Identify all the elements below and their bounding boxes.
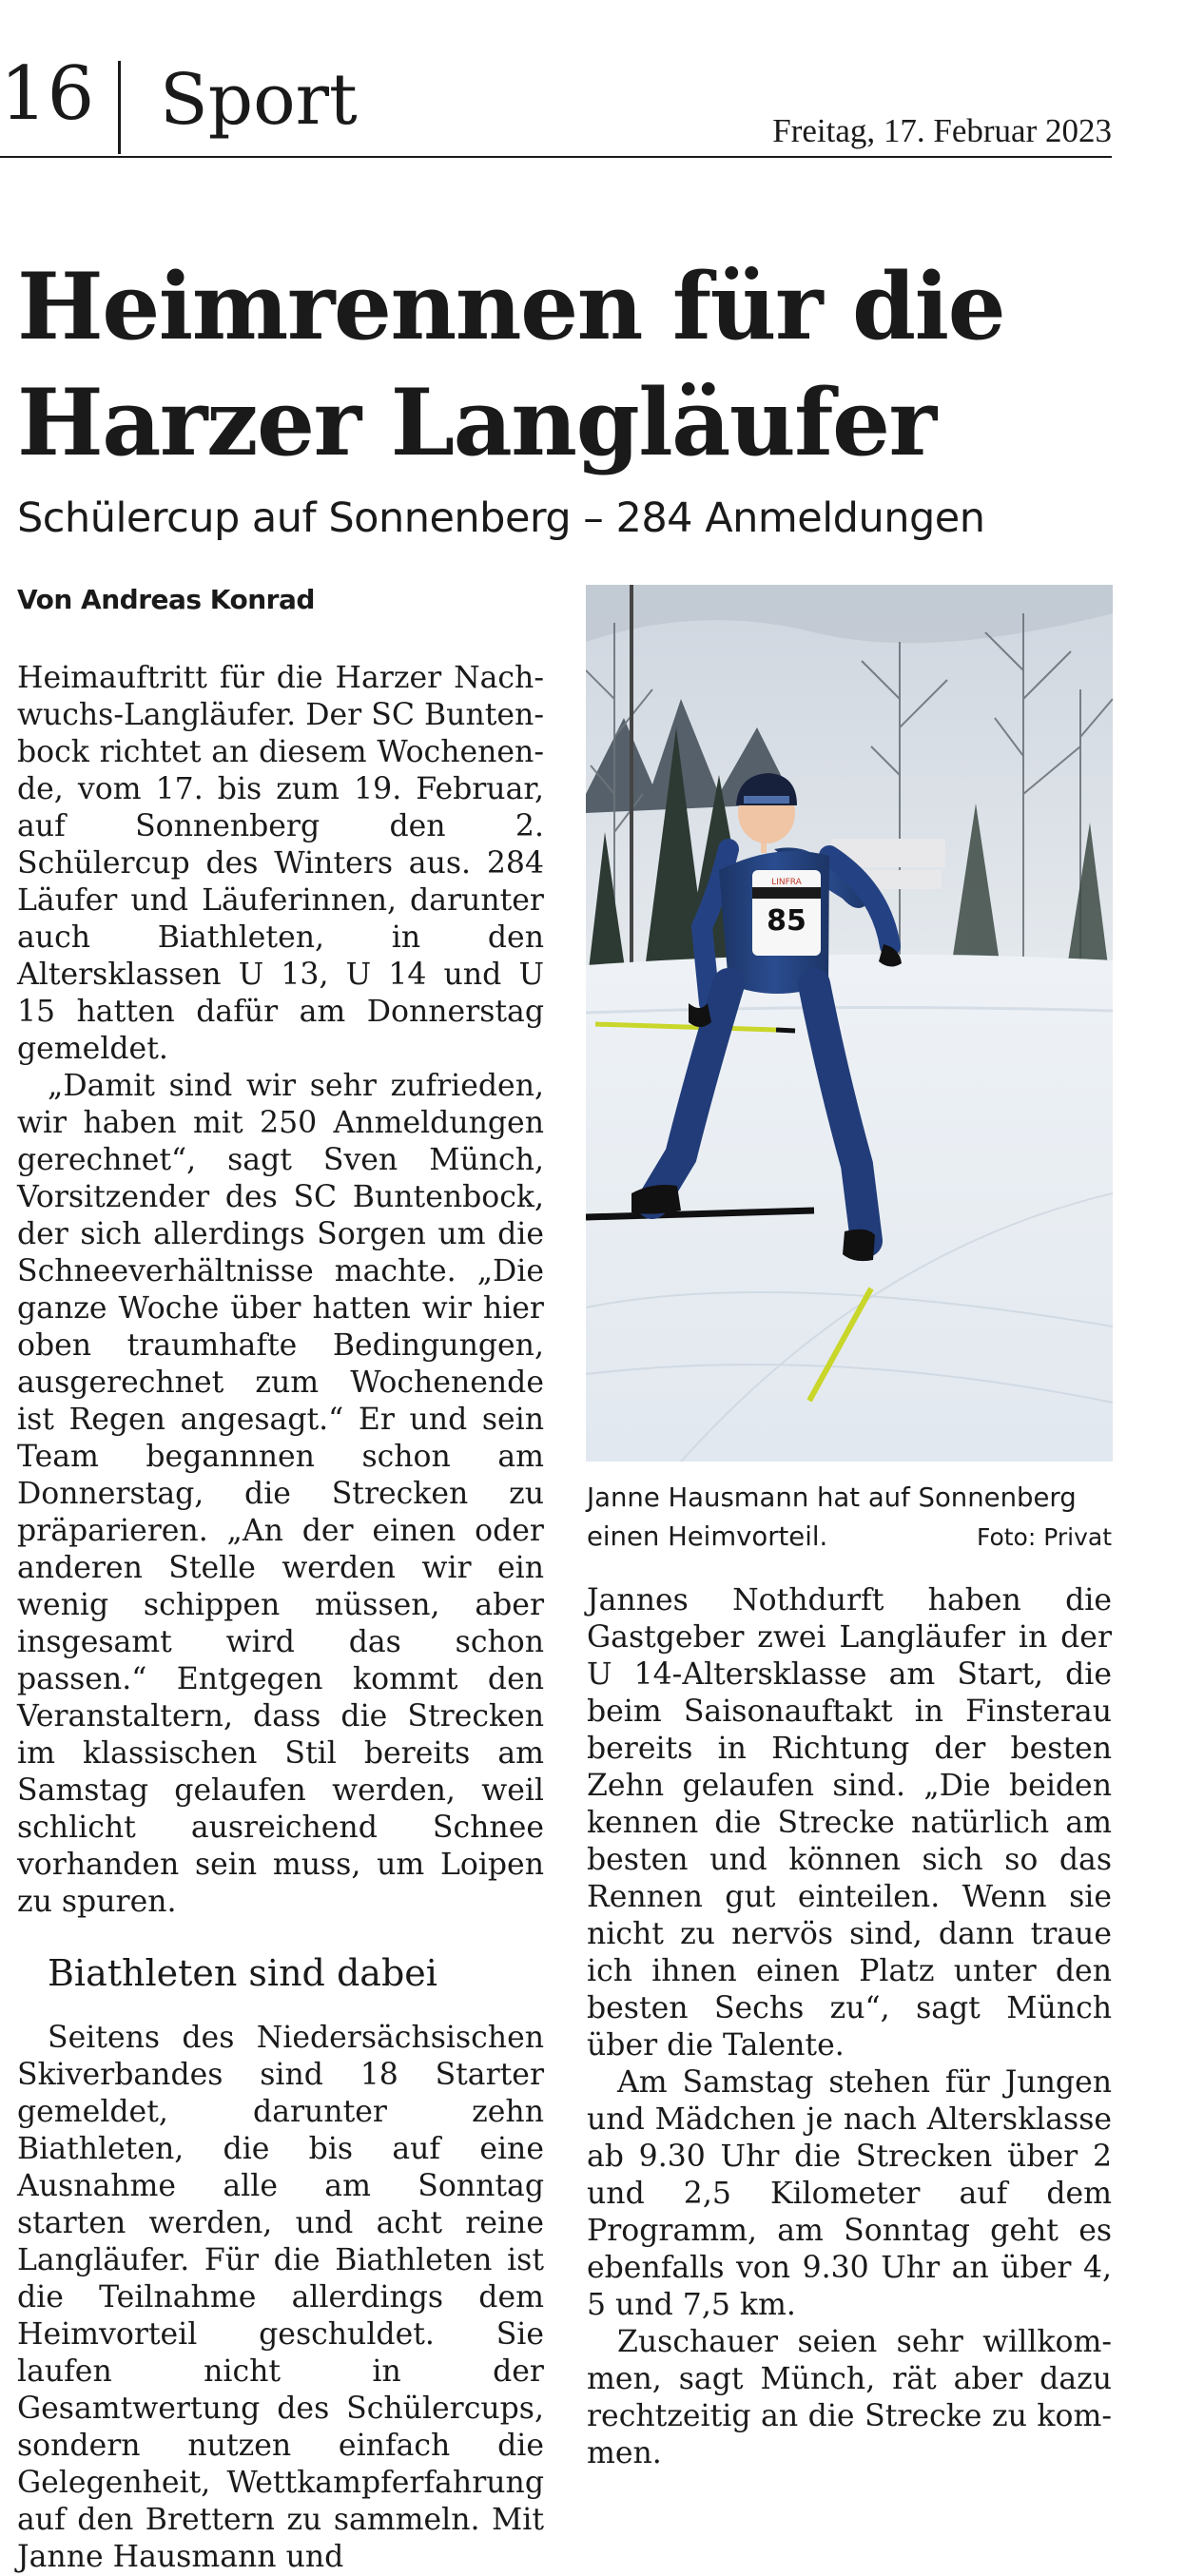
- headline: [17, 249, 1111, 481]
- headline-line-1: Heimrennen für die: [17, 253, 1005, 360]
- issue-date: Freitag, 17. Februar 2023: [772, 112, 1112, 149]
- paragraph: Zuschauer seien sehr willkommen, sagt Münch, rät aber dazu rechtzeitig an die Strecke zu kommen.: [587, 2325, 1112, 2470]
- article-column-left: [17, 660, 544, 2576]
- bib-sponsor: LINFRA: [771, 878, 802, 887]
- skier-photo: [586, 585, 1113, 1462]
- photo-caption: [587, 1479, 1112, 1557]
- masthead-rule: [0, 156, 1112, 158]
- byline: Von Andreas Konrad: [17, 584, 315, 615]
- section-title: Sport: [160, 59, 358, 141]
- masthead: [0, 0, 1185, 162]
- subheadline: Schülercup auf Sonnenberg – 284 Anmeldungen: [17, 494, 985, 542]
- paragraph: Heimauftritt für die Harzer Nachwuchs-Langläufer. Der SC Buntenbock richtet an diesem Wochenende, vom 17. bis zum 19. Februar, auf Sonnenberg den 2. Schülercup des Winters aus. 284 Läufer und Läuferinnen, darunter auch Biathleten, in den Altersklassen U 13, U 14 und U 15 hatten dafür am Donnerstag gemeldet.: [17, 661, 544, 1066]
- photo-credit: Foto: Privat: [976, 1523, 1112, 1551]
- page-number: 16: [0, 51, 95, 137]
- paragraph: Jannes Nothdurft haben die Gastgeber zwei Langläufer in der U 14-Altersklasse am Start, die beim Saisonauftakt in Finsterau bereits in Richtung der besten Zehn gelaufen sind. „Die beiden kennen die Strecke natürlich am besten und können sich so das Rennen gut einteilen. Wenn sie nicht zu nervös sind, dann traue ich ihnen einen Platz unter den besten Sechs zu“, sagt Münch über die Talente.: [587, 1583, 1112, 2063]
- caption-text: Janne Hausmann hat auf Sonnenberg einen Heimvorteil.: [587, 1482, 1077, 1552]
- masthead-divider: [118, 61, 121, 154]
- paragraph: „Damit sind wir sehr zufrieden, wir haben mit 250 Anmeldungen gerechnet“, sagt Sven Münch, Vorsitzender des SC Buntenbock, der sich allerdings Sorgen um die Schneeverhältnisse machte. „Die ganze Woche über hatten wir hier oben traumhafte Bedingungen, ausgerechnet zum Wochenende ist Regen angesagt.“ Er und sein Team begannnen schon am Donnerstag, die Strecken zu präparieren. „An der einen oder anderen Stelle werden wir ein wenig schippen müssen, aber insgesamt wird das schon passen.“ Entgegen kommt den Veranstaltern, dass die Strecken im klassischen Stil bereits am Samstag gelaufen werden, weil schlicht ausreichend Schnee vorhanden sein muss, um Loipen zu spuren.: [17, 1069, 544, 1919]
- article-column-right: [587, 1582, 1112, 2472]
- paragraph: Am Samstag stehen für Jungen und Mädchen je nach Altersklasse ab 9.30 Uhr die Strecken über 2 und 2,5 Kilometer auf dem Programm, am Sonntag geht es ebenfalls von 9.30 Uhr an über 4, 5 und 7,5 km.: [587, 2065, 1112, 2322]
- paragraph: Seitens des Niedersächsischen Skiverbandes sind 18 Starter gemeldet, darunter zehn Biathleten, die bis auf eine Ausnahme alle am Sonntag starten werden, und acht reine Langläufer. Für die Biathleten ist die Teilnahme allerdings dem Heimvorteil geschuldet. Sie laufen nicht in der Gesamtwertung des Schülercups, sondern nutzen einfach die Gelegenheit, Wettkampferfahrung auf den Brettern zu sammeln. Mit Janne Hausmann und: [17, 2021, 544, 2574]
- subheading: Biathleten sind dabei: [48, 1952, 437, 1994]
- article-photo: [586, 585, 1113, 1462]
- bib-number: 85: [767, 904, 806, 938]
- headline-line-2: Harzer Langläufer: [17, 369, 936, 476]
